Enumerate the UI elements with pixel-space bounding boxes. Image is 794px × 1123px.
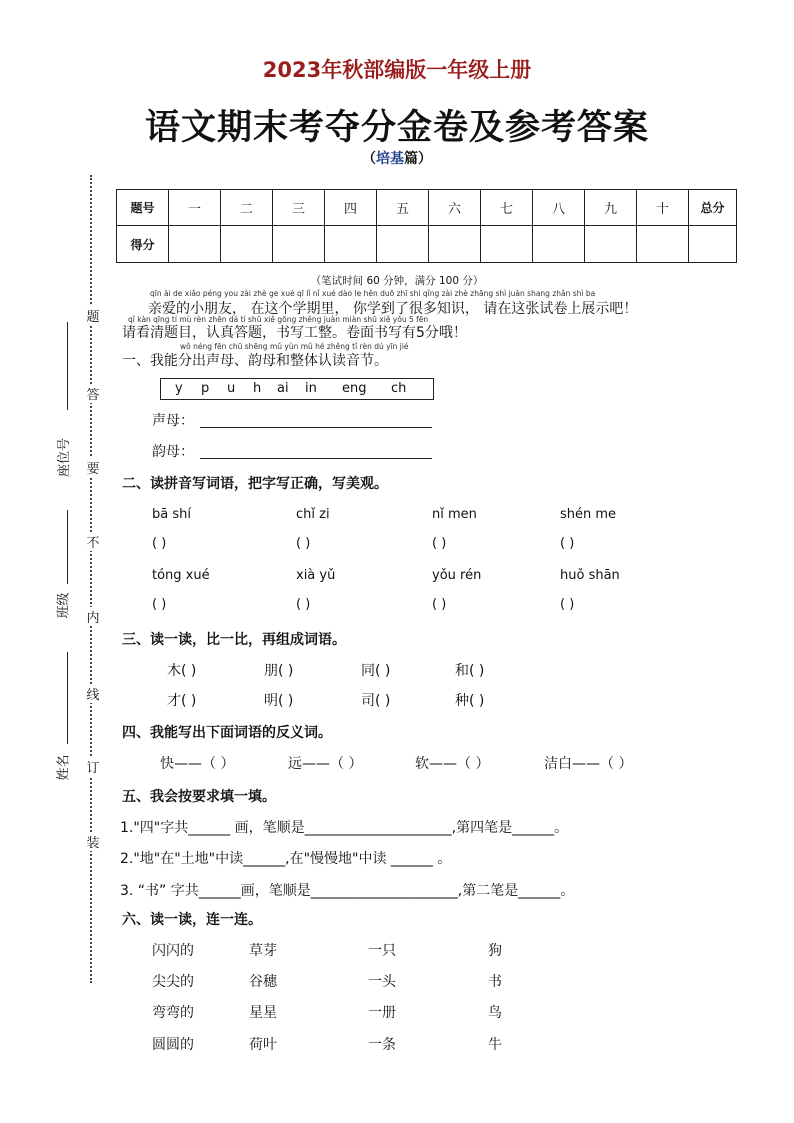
match-word[interactable]: 闪闪的: [152, 943, 194, 959]
seal-char: 答: [86, 384, 100, 403]
q5-title: 五、我会按要求填一填。: [122, 789, 276, 805]
compare-item[interactable]: 种( ): [455, 693, 485, 709]
letters-box: [160, 378, 434, 400]
col-8: 八: [533, 190, 585, 226]
match-word[interactable]: 星星: [249, 1005, 277, 1021]
subtitle: 2023年秋部编版一年级上册: [262, 58, 532, 82]
match-word[interactable]: 草芽: [249, 943, 277, 959]
pinyin-word: bā shí: [152, 507, 191, 522]
col-5: 五: [377, 190, 429, 226]
score-cell[interactable]: [273, 226, 325, 263]
edition-blue: 培基: [376, 151, 404, 167]
seal-char: 不: [86, 532, 100, 551]
seat-field[interactable]: [67, 322, 68, 410]
q1-pinyin: wǒ néng fēn chū shēng mǔ yùn mǔ hé zhěng tǐ rèn dú yīn jié: [180, 342, 409, 351]
antonym-item[interactable]: 远——（ ）: [288, 756, 363, 772]
match-word[interactable]: 圆圆的: [152, 1037, 194, 1053]
seal-char: 内: [86, 607, 100, 626]
seal-char: 线: [86, 684, 100, 703]
score-value-row: [117, 226, 737, 263]
class-label: 班级: [56, 592, 72, 619]
edition-open: （: [362, 151, 376, 167]
pinyin-word: yǒu rén: [432, 568, 482, 583]
score-cell-total[interactable]: [689, 226, 737, 263]
match-word[interactable]: 弯弯的: [152, 1005, 194, 1021]
compare-item[interactable]: 木( ): [167, 663, 197, 679]
letter: eng: [342, 381, 367, 396]
seat-label: 座位号: [57, 437, 73, 478]
score-cell[interactable]: [325, 226, 377, 263]
match-word[interactable]: 书: [488, 974, 502, 990]
match-word[interactable]: 尖尖的: [152, 974, 194, 990]
col-2: 二: [221, 190, 273, 226]
match-word[interactable]: 一册: [368, 1005, 396, 1021]
q1-title: 一、我能分出声母、韵母和整体认读音节。: [122, 353, 388, 369]
fill-line-2[interactable]: 2."地"在"土地"中读______,在"慢慢地"中读 ______ 。: [120, 851, 452, 867]
col-total: 总分: [689, 190, 737, 226]
letter: ch: [391, 381, 407, 396]
col-10: 十: [637, 190, 689, 226]
pinyin-word: shén me: [560, 507, 617, 522]
pinyin-word: nǐ men: [432, 507, 477, 522]
antonym-item[interactable]: 洁白——（ ）: [544, 756, 633, 772]
score-cell[interactable]: [429, 226, 481, 263]
match-word[interactable]: 牛: [488, 1037, 502, 1053]
exam-time: （笔试时间 60 分钟，满分 100 分）: [310, 275, 484, 287]
edition-close: 篇）: [404, 151, 432, 167]
letter: u: [227, 381, 236, 396]
q6-title: 六、读一读，连一连。: [122, 912, 262, 928]
match-word[interactable]: 荷叶: [249, 1037, 277, 1053]
pinyin-word: huǒ shān: [560, 568, 620, 583]
shengmu-label: 声母：: [152, 413, 194, 429]
letter: p: [201, 381, 210, 396]
compare-item[interactable]: 司( ): [361, 693, 391, 709]
intro-pinyin-2: qǐ kàn qīng tí mù rèn zhēn dá tí shū xiě gōng zhěng juàn miàn shū xiě yǒu 5 fēn: [128, 315, 429, 324]
yunmu-answer[interactable]: [200, 444, 432, 459]
antonym-item[interactable]: 软——（ ）: [415, 756, 490, 772]
answer-paren[interactable]: ( ): [432, 597, 447, 612]
score-header-row: [117, 190, 737, 226]
compare-item[interactable]: 朋( ): [264, 663, 294, 679]
score-cell[interactable]: [481, 226, 533, 263]
seal-char: 订: [86, 757, 100, 776]
compare-item[interactable]: 才( ): [167, 693, 197, 709]
score-cell[interactable]: [533, 226, 585, 263]
match-word[interactable]: 一条: [368, 1037, 396, 1053]
pinyin-word: chǐ zi: [296, 507, 330, 522]
seal-char: 装: [86, 832, 100, 851]
page-title: 语文期末考夺分金卷及参考答案: [144, 107, 649, 148]
intro-line-1: 亲爱的小朋友， 在这个学期里， 你学到了很多知识， 请在这张试卷上展示吧！: [148, 301, 638, 317]
score-cell[interactable]: [169, 226, 221, 263]
col-7: 七: [481, 190, 533, 226]
pinyin-word: tóng xué: [152, 568, 210, 583]
intro-line-2: 请看清题目，认真答题，书写工整。卷面书写有5分哦！: [122, 325, 467, 341]
answer-paren[interactable]: ( ): [152, 597, 167, 612]
intro-pinyin-1: qīn ài de xiǎo péng you zài zhè ge xué qī lǐ nǐ xué dào le hěn duō zhī shi qǐng zài zhè zhāng shì juàn shang zhǎn shì ba: [150, 289, 596, 298]
col-9: 九: [585, 190, 637, 226]
class-field[interactable]: [67, 510, 68, 584]
fill-line-1[interactable]: 1."四"字共______ 画，笔顺是_____________________,第四笔是______。: [120, 820, 569, 836]
pinyin-word: xià yǔ: [296, 568, 336, 583]
q3-title: 三、读一读，比一比，再组成词语。: [122, 632, 346, 648]
binding-dotted-line: [90, 175, 92, 983]
name-label: 姓名: [56, 754, 72, 781]
answer-paren[interactable]: ( ): [560, 536, 575, 551]
answer-paren[interactable]: ( ): [560, 597, 575, 612]
match-word[interactable]: 谷穗: [249, 974, 277, 990]
score-cell[interactable]: [221, 226, 273, 263]
score-cell[interactable]: [637, 226, 689, 263]
match-word[interactable]: 鸟: [488, 1005, 502, 1021]
seal-char: 题: [86, 306, 100, 325]
compare-item[interactable]: 同( ): [361, 663, 391, 679]
col-1: 一: [169, 190, 221, 226]
col-4: 四: [325, 190, 377, 226]
name-field[interactable]: [67, 652, 68, 744]
row-label-score: 得分: [117, 226, 169, 263]
q4-title: 四、我能写出下面词语的反义词。: [122, 725, 332, 741]
letter: ai: [277, 381, 289, 396]
compare-item[interactable]: 和( ): [455, 663, 485, 679]
score-cell[interactable]: [377, 226, 429, 263]
fill-line-3[interactable]: 3. “书” 字共______画，笔顺是_____________________,第二笔是______。: [120, 883, 575, 899]
row-label-question: 题号: [117, 190, 169, 226]
col-6: 六: [429, 190, 481, 226]
edition-label: [0, 148, 794, 168]
match-word[interactable]: 狗: [488, 943, 502, 959]
yunmu-label: 韵母：: [152, 444, 194, 460]
shengmu-answer[interactable]: [200, 413, 432, 428]
seal-char: 要: [86, 458, 100, 477]
answer-paren[interactable]: ( ): [432, 536, 447, 551]
letter: h: [253, 381, 262, 396]
compare-item[interactable]: 明( ): [264, 693, 294, 709]
col-3: 三: [273, 190, 325, 226]
match-word[interactable]: 一只: [368, 943, 396, 959]
answer-paren[interactable]: ( ): [296, 536, 311, 551]
answer-paren[interactable]: ( ): [296, 597, 311, 612]
match-word[interactable]: 一头: [368, 974, 396, 990]
score-table: [116, 189, 737, 263]
letter: in: [305, 381, 317, 396]
letter: y: [175, 381, 183, 396]
q2-title: 二、读拼音写词语，把字写正确，写美观。: [122, 476, 388, 492]
score-cell[interactable]: [585, 226, 637, 263]
answer-paren[interactable]: ( ): [152, 536, 167, 551]
antonym-item[interactable]: 快——（ ）: [160, 756, 235, 772]
